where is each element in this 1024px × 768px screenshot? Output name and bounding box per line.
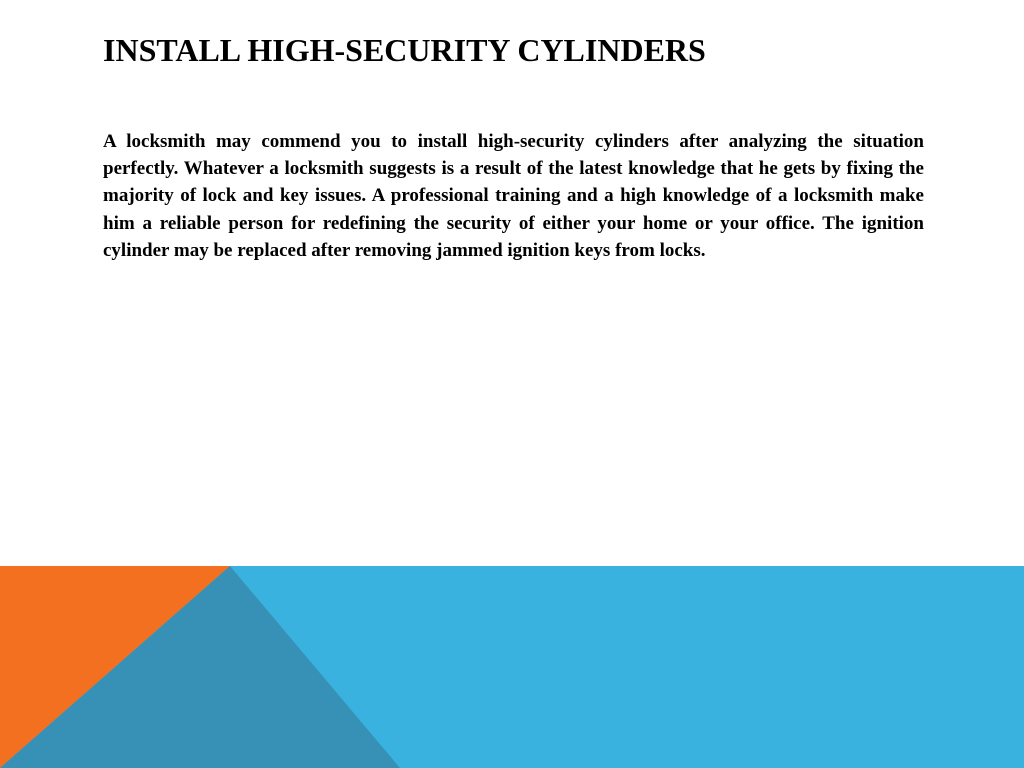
slide-title: INSTALL HIGH-SECURITY CYLINDERS xyxy=(103,32,706,68)
slide-body-text: A locksmith may commend you to install high-security cylinders after analyzing the situation perfectly. Whatever a locksmith suggests is a result of the latest knowledge that he gets by fixing the majority of lock and key issues. A professional training and a high knowledge of a locksmith make him a reliable person for redefining the security of either your home or your office. The ignition cylinder may be replaced after removing jammed ignition keys from locks. xyxy=(103,131,924,261)
decorative-footer-shapes xyxy=(0,566,1024,768)
